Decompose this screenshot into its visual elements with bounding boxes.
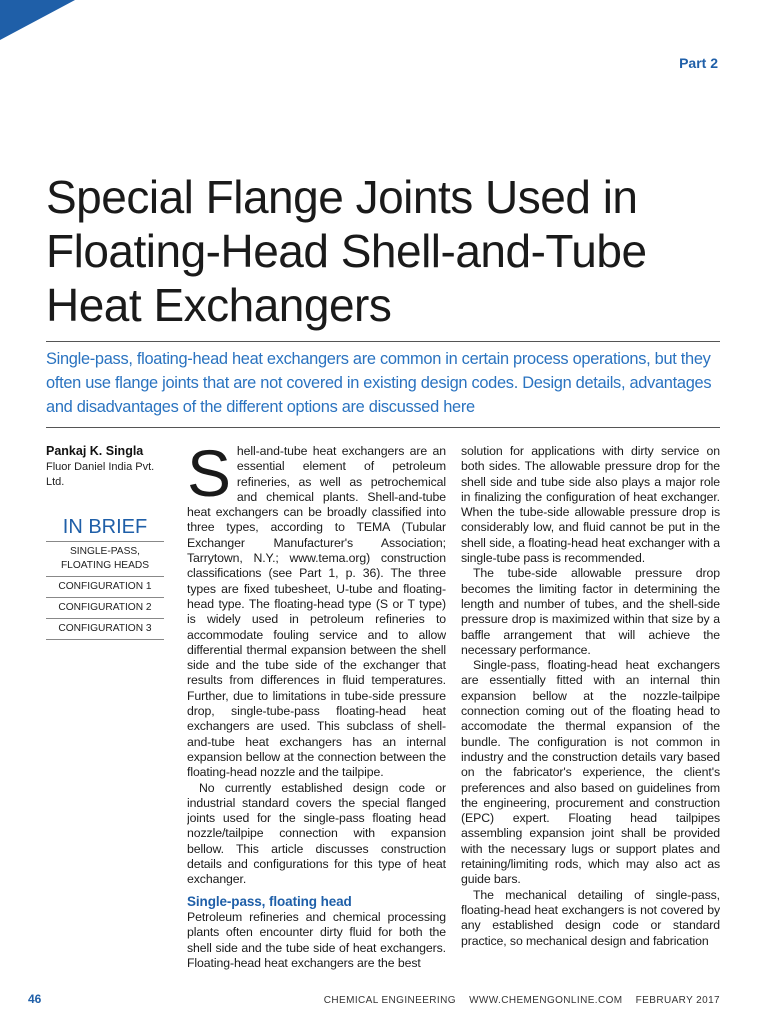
body-paragraph-1: [187, 444, 446, 781]
in-brief-item-single-pass[interactable]: SINGLE-PASS, FLOATING HEADS: [46, 542, 164, 577]
in-brief-item-configuration-3[interactable]: CONFIGURATION 3: [46, 619, 164, 640]
body-paragraph-3-continued: solution for applications with dirty service on both sides. The allowable pressure drop for the shell side and tube side also plays a major role in finalizing the configuration of heat exchanger. When the tube-side allowable pressure drop is considerably low, and fluid cannot be put in the shell side, a floating-head heat exchanger with a single-tube pass is recommended.: [461, 444, 720, 566]
footer-website[interactable]: WWW.CHEMENGONLINE.COM: [469, 995, 623, 1006]
page-number: 46: [28, 992, 42, 1006]
body-paragraph-1-text: hell-and-tube heat exchangers are an essential element of petroleum refineries, as well as petrochemical and chemical plants. Shell-and-tube heat exchangers can be broadly classified into three types, according to TEMA (Tubular Exchanger Manufacturer's Association; Tarrytown, N.Y.; www.tema.org) construction classifications (see Part 1, p. 36). The three types are fixed tubesheet, U-tube and floating-head type. The floating-head type (S or T type) is widely used in petroleum refineries to accommodate fouling service and to allow differential thermal expansion between the shell side and the tube side of the exchanger that results from differences in fluid temperatures. Further, due to limitations in tube-side pressure drop, single-tube-pass floating-head heat exchangers are used. This subclass of shell-and-tube heat exchangers has an internal expansion bellow at the connection between the floating-head nozzle and the tailpipe.: [187, 444, 446, 780]
section-subhead: Single-pass, floating head: [187, 893, 352, 909]
body-column-1: [187, 444, 446, 979]
part-label: Part 2: [679, 55, 718, 71]
body-paragraph-6: The mechanical detailing of single-pass, floating-head heat exchangers is not covered by any established design code or standard practice, so mechanical design and fabrication: [461, 887, 720, 948]
drop-cap: S: [187, 444, 231, 510]
author-affiliation: Fluor Daniel India Pvt. Ltd.: [46, 461, 155, 488]
in-brief-item-configuration-2[interactable]: CONFIGURATION 2: [46, 598, 164, 619]
in-brief-heading: IN BRIEF: [62, 516, 148, 538]
article-title: Special Flange Joints Used in Floating-Head Shell-and-Tube Heat Exchangers: [46, 171, 647, 331]
body-paragraph-3: Petroleum refineries and chemical processing plants often encounter dirty fluid for both the shell side and the tube side of heat exchangers. Floating-head heat exchangers are the best: [187, 909, 446, 970]
footer-issue: FEBRUARY 2017: [635, 995, 720, 1006]
title-divider: [46, 341, 720, 342]
body-paragraph-2: No currently established design code or industrial standard covers the special flanged joints used for the single-pass floating head nozzle/tailpipe connection with expansion bellow. This article discusses construction details and configurations for this type of heat exchanger.: [187, 780, 446, 887]
author-name: Pankaj K. Singla: [46, 444, 144, 458]
body-paragraph-5: Single-pass, floating-head heat exchangers are essentially fitted with an internal thin expansion bellow at the nozzle-tailpipe connection coming out of the floating head to accomodate the thermal expansion of the bundle. The configuration is not common in industry and the construction details vary based on the fabricator's experience, the client's preferences and also based on guidelines from the engineering, procurement and construction (EPC) expert. Floating head tailpipes assembling expansion joint shall be provided with the necessary lugs or support plates and retaining/limiting rods, which may also act as guide bars.: [461, 658, 720, 887]
corner-accent-triangle: [0, 0, 75, 40]
in-brief-list: [46, 541, 164, 640]
deck-divider: [46, 427, 720, 428]
in-brief-item-configuration-1[interactable]: CONFIGURATION 1: [46, 577, 164, 598]
body-column-2: [461, 444, 720, 979]
footer-magazine: CHEMICAL ENGINEERING: [323, 995, 456, 1006]
footer-credits: [314, 995, 720, 1006]
article-deck: Single-pass, floating-head heat exchangers are common in certain process operations, but they often use flange joints that are not covered in existing design codes. Design details, advantages and disadvantages of the different options are discussed here: [46, 350, 712, 416]
body-paragraph-4: The tube-side allowable pressure drop becomes the limiting factor in determining the length and number of tubes, and the shell-side pressure drop is maximized within that size by a baffle arrangement that will achieve the necessary performance.: [461, 566, 720, 657]
